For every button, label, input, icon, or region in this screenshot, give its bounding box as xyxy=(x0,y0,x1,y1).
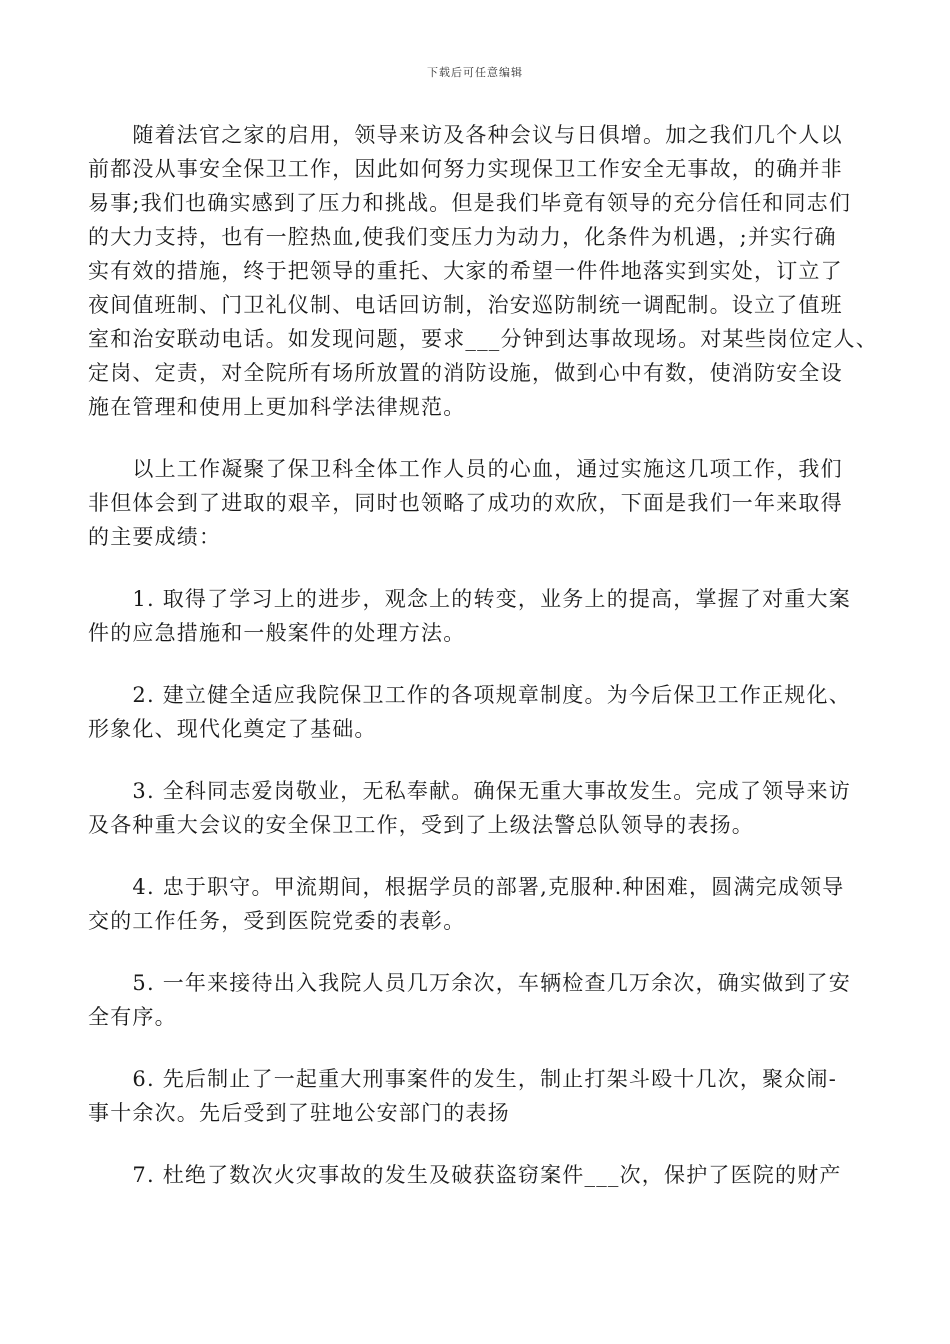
document-body xyxy=(88,118,878,1220)
list-item-2 xyxy=(88,678,878,746)
text-line: 随着法官之家的启用，领导来访及各种会议与日俱增。加之我们几个人以 xyxy=(88,123,843,147)
text-line: 6. 先后制止了一起重大刑事案件的发生，制止打架斗殴十几次，聚众闹- xyxy=(88,1067,838,1091)
page-header: 下载后可任意编辑 xyxy=(427,66,523,79)
text-line: 的主要成绩： xyxy=(88,525,222,549)
text-line: 室和治安联动电话。如发现问题，要求___分钟到达事故现场。对某些岗位定人、 xyxy=(88,327,878,351)
text-line: 及各种重大会议的安全保卫工作，受到了上级法警总队领导的表扬。 xyxy=(88,813,754,837)
text-line: 形象化、现代化奠定了基础。 xyxy=(88,717,377,741)
text-line: 全有序。 xyxy=(88,1005,177,1029)
list-item-1 xyxy=(88,582,878,650)
list-item-4 xyxy=(88,870,878,938)
text-line: 易事;我们也确实感到了压力和挑战。但是我们毕竟有领导的充分信任和同志们 xyxy=(88,191,852,215)
text-line: 非但体会到了进取的艰辛，同时也领略了成功的欢欣，下面是我们一年来取得 xyxy=(88,491,843,515)
list-item-5 xyxy=(88,966,878,1034)
text-line: 5. 一年来接待出入我院人员几万余次，车辆检查几万余次，确实做到了安 xyxy=(88,971,851,995)
text-line: 实有效的措施，终于把领导的重托、大家的希望一件件地落实到实处，订立了 xyxy=(88,259,843,283)
list-item-6 xyxy=(88,1062,878,1130)
text-line: 以上工作凝聚了保卫科全体工作人员的心血，通过实施这几项工作，我们 xyxy=(88,457,843,481)
list-item-7 xyxy=(88,1158,878,1192)
text-line: 施在管理和使用上更加科学法律规范。 xyxy=(88,395,466,419)
text-line: 的大力支持，也有一腔热血,使我们变压力为动力，化条件为机遇，;并实行确 xyxy=(88,225,837,249)
text-line: 3. 全科同志爱岗敬业，无私奉献。确保无重大事故发生。完成了领导来访 xyxy=(88,779,851,803)
text-line: 前都没从事安全保卫工作，因此如何努力实现保卫工作安全无事故，的确并非 xyxy=(88,157,843,181)
text-line: 1. 取得了学习上的进步，观念上的转变，业务上的提高，掌握了对重大案 xyxy=(88,587,851,611)
text-line: 4. 忠于职守。甲流期间，根据学员的部署,克服种.种困难，圆满完成领导 xyxy=(88,875,845,899)
text-line: 事十余次。先后受到了驻地公安部门的表扬 xyxy=(88,1101,510,1125)
paragraph-summary xyxy=(88,452,878,554)
text-line: 7. 杜绝了数次火灾事故的发生及破获盗窃案件___次，保护了医院的财产 xyxy=(88,1163,842,1187)
text-line: 定岗、定责，对全院所有场所放置的消防设施，做到心中有数，使消防安全设 xyxy=(88,361,843,385)
list-item-3 xyxy=(88,774,878,842)
text-line: 夜间值班制、门卫礼仪制、电话回访制，治安巡防制统一调配制。设立了值班 xyxy=(88,293,843,317)
text-line: 2. 建立健全适应我院保卫工作的各项规章制度。为今后保卫工作正规化、 xyxy=(88,683,851,707)
text-line: 交的工作任务，受到医院党委的表彰。 xyxy=(88,909,466,933)
text-line: 件的应急措施和一般案件的处理方法。 xyxy=(88,621,466,645)
paragraph-intro xyxy=(88,118,878,424)
